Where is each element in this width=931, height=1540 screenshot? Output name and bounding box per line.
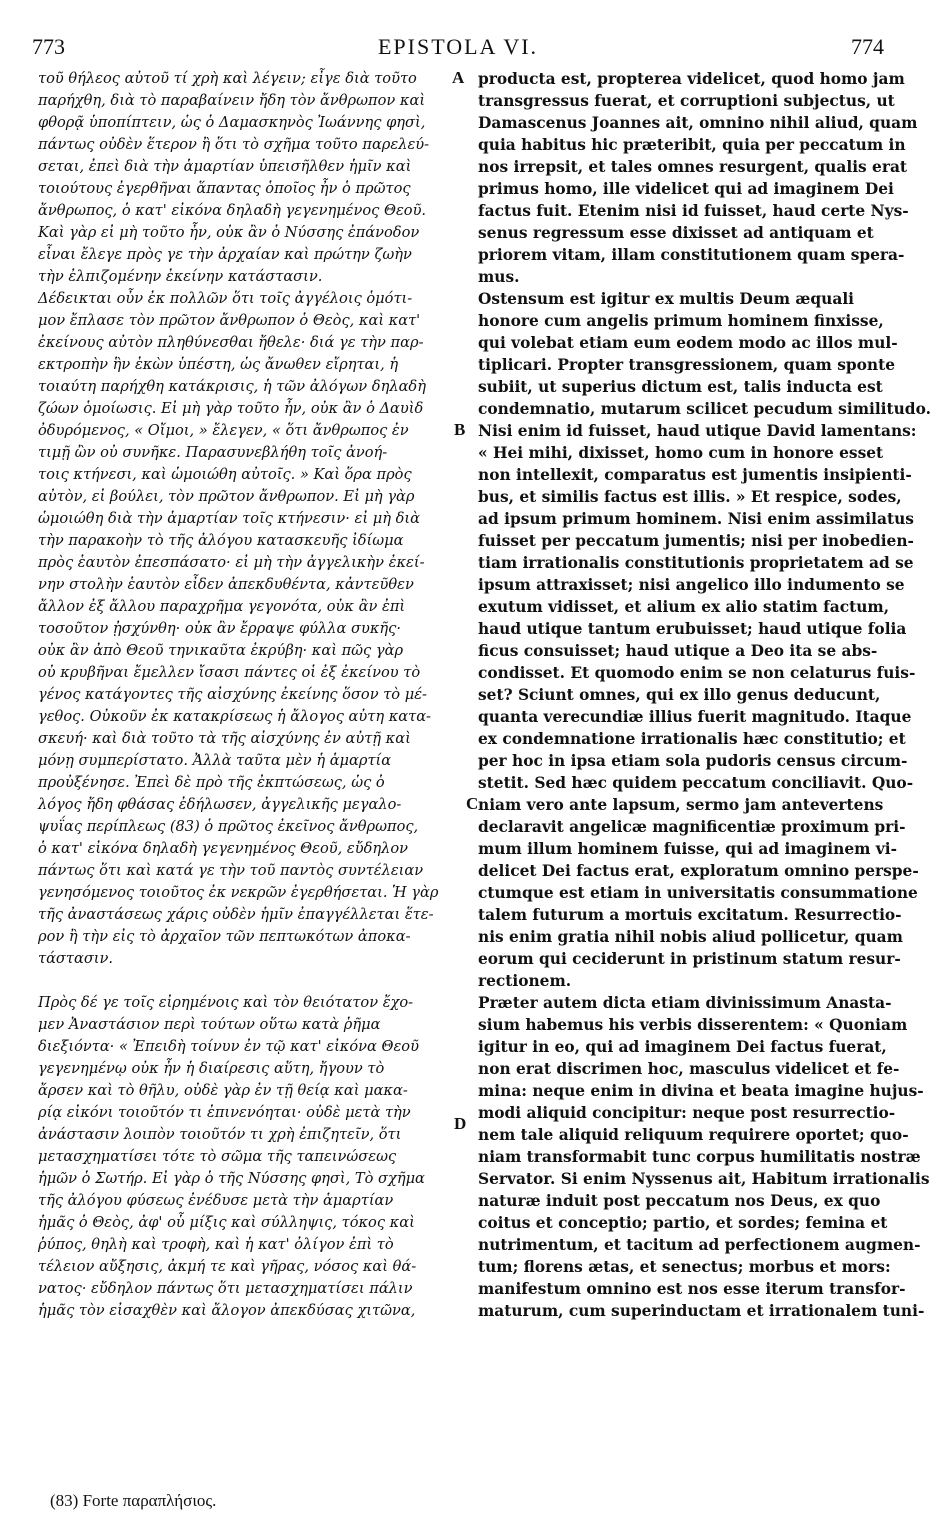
greek-text-line: διεξιόντα· « Ἐπειδὴ τοίνυν ἐν τῷ κατ' εἰκόνα Θεοῦ — [38, 1038, 419, 1055]
greek-text-line: ἀνάστασιν λοιπὸν τοιοῦτόν τι χρὴ ἐπιζητεῖν, ὅτι — [38, 1126, 402, 1143]
latin-text-line: tiam irrationalis constitutionis proprietatem ad se — [478, 554, 914, 572]
latin-text-line: ficus consuisset; haud utique a Deo ita se abs- — [478, 642, 878, 660]
greek-text-line: οὐκ ἂν ἀπὸ Θεοῦ τηνικαῦτα ἐκρύβη· καὶ πῶς γὰρ — [38, 642, 404, 659]
greek-text-line: ἄνθρωπος, ὁ κατ' εἰκόνα δηλαδὴ γεγενημένος Θεοῦ. — [38, 202, 427, 219]
latin-text-line: igitur in eo, qui ad imaginem Dei factus fuerat, — [478, 1038, 887, 1056]
latin-text-line: modi aliquid concipitur: neque post resurrectio- — [478, 1104, 896, 1122]
latin-text-line: niam transformabit tunc corpus humilitatis nostræ — [478, 1148, 921, 1166]
latin-text-line: talem futurum a mortuis excitatum. Resurrectio- — [478, 906, 902, 924]
greek-text-line — [38, 970, 458, 992]
latin-text-line: set? Sciunt omnes, qui ex illo genus deducunt, — [478, 686, 881, 704]
greek-text-line: πρὸς ἑαυτὸν ἐπεσπάσατο· εἰ μὴ τὴν ἀγγελικὴν ἐκεί- — [38, 554, 425, 571]
greek-text-line: τῆς ἀλόγου φύσεως ἐνέδυσε μετὰ τὴν ἁμαρτίαν — [38, 1192, 394, 1209]
greek-text-line: ῥύπος, θηλὴ καὶ τροφὴ, καὶ ἡ κατ' ὀλίγον ἐπὶ τὸ — [38, 1236, 394, 1253]
greek-text-line: ζώων ὁμοίωσις. Εἰ μὴ γὰρ τοῦτο ἦν, οὐκ ἂν ὁ Δαυὶδ — [38, 400, 424, 417]
latin-text-line: quanta verecundiæ illius fuerit magnitudo. Itaque — [478, 708, 912, 726]
latin-text-line: nos irrepsit, et tales omnes resurgent, qualis erat — [478, 158, 908, 176]
latin-text-line: nutrimentum, et tacitum ad perfectionem augmen- — [478, 1236, 921, 1254]
greek-text-line: οὐ κρυβῆναι ἔμελλεν ἴσασι πάντες οἱ ἐξ ἐκείνου τὸ — [38, 664, 421, 681]
greek-text-line: παρήχθη, διὰ τὸ παραβαίνειν ἤδη τὸν ἄνθρωπον καὶ — [38, 92, 426, 109]
latin-text-line: nem tale aliquid reliquum requirere oportet; quo- — [478, 1126, 909, 1144]
latin-text-line: nis enim gratia nihil nobis aliud pollicetur, quam — [478, 928, 903, 946]
latin-text-line: producta est, propterea videlicet, quod homo jam — [478, 70, 905, 88]
greek-text-line: πάντως ὅτι καὶ κατά γε τὴν τοῦ παντὸς συντέλειαν — [38, 862, 424, 879]
latin-text-line: honore cum angelis primum hominem finxisse, — [478, 312, 884, 330]
greek-text-line: ρον ἢ τὴν εἰς τὸ ἀρχαῖον τῶν πεπτωκότων ἀποκα- — [38, 928, 411, 945]
latin-text-line: declaravit angelicæ magnificentiæ proximum pri- — [478, 818, 906, 836]
latin-text-line: primus homo, ille videlicet qui ad imaginem Dei — [478, 180, 894, 198]
greek-text-line: μον ἔπλασε τὸν πρῶτον ἄνθρωπον ὁ Θεὸς, καὶ κατ' — [38, 312, 421, 329]
greek-text-line: τοιαύτη παρήχθη κατάκρισις, ἡ τῶν ἀλόγων δηλαδὴ — [38, 378, 426, 395]
greek-text-line: εκτροπὴν ἣν ἑκὼν ὑπέστη, ὡς ἄνωθεν εἴρηται, ἡ — [38, 356, 399, 373]
greek-text-line: ψυΐας περίπλεως (83) ὁ πρῶτος ἐκεῖνος ἄνθρωπος, — [38, 818, 419, 835]
latin-text-line: Servator. Si enim Nyssenus ait, Habitum irrationalis — [478, 1170, 930, 1188]
greek-text-line: Καὶ γὰρ εἰ μὴ τοῦτο ἦν, οὐκ ἂν ὁ Νύσσης ἐπάνοδον — [38, 224, 420, 241]
latin-text-line: bus, et similis factus est illis. » Et respice, sodes, — [478, 488, 902, 506]
greek-text-line: εἶναι ἔλεγε πρὸς γε τὴν ἀρχαίαν καὶ πρώτην ζωὴν — [38, 246, 412, 263]
margin-letter-b: B — [454, 420, 466, 439]
greek-text-line: σεται, ἐπεὶ διὰ τὴν ἁμαρτίαν ὑπεισῆλθεν ἡμῖν καὶ — [38, 158, 412, 175]
greek-text-line: τῆς ἀναστάσεως χάρις οὐδὲν ἡμῖν ἐπαγγέλλεται ἕτε- — [38, 906, 434, 923]
latin-text-line: mum illum hominem fuisse, qui ad imaginem vi- — [478, 840, 897, 858]
latin-text-line: tum; florens ætas, et senectus; morbus et mors: — [478, 1258, 891, 1276]
greek-text-line: ἡμῶν ὁ Σωτήρ. Εἰ γὰρ ὁ τῆς Νύσσης φησὶ, Τὸ σχῆμα — [38, 1170, 425, 1187]
latin-text-line: ad ipsum primum hominem. Nisi enim assimilatus — [478, 510, 914, 528]
latin-text-line: maturum, cum superinductam et irrationalem tuni- — [478, 1302, 925, 1320]
latin-text-line: factus fuit. Etenim nisi id fuisset, haud certe Nys- — [478, 202, 909, 220]
greek-text-line: αὐτὸν, εἰ βούλει, τὸν πρῶτον ἄνθρωπον. Εἰ μὴ γὰρ — [38, 488, 415, 505]
latin-text-line: condemnatio, mutarum scilicet pecudum similitudo. — [478, 400, 931, 418]
latin-text-line: per hoc in ipsa etiam sola pudoris census circum- — [478, 752, 908, 770]
latin-text-line: Ostensum est igitur ex multis Deum æquali — [478, 290, 855, 308]
margin-letter-c: C — [466, 794, 479, 813]
latin-text-line: non intellexit, comparatus est jumentis insipienti- — [478, 466, 912, 484]
greek-text-line: γένος κατάγοντες τῆς αἰσχύνης ἐκείνης ὅσον τὸ μέ- — [38, 686, 427, 703]
latin-text-line: ipsum attraxisset; nisi angelico illo indumento se — [478, 576, 905, 594]
greek-text-line: τέλειον αὔξησις, ἀκμή τε καὶ γῆρας, νόσος καὶ θά- — [38, 1258, 417, 1275]
latin-text-line: Præter autem dicta etiam divinissimum Anasta- — [478, 994, 892, 1012]
greek-text-line: πάντως οὐδὲν ἕτερον ἢ ὅτι τὸ σχῆμα τοῦτο παρελεύ- — [38, 136, 430, 153]
latin-text-line: « Hei mihi, dixisset, homo cum in honore esset — [478, 444, 884, 462]
greek-column — [38, 68, 458, 1322]
latin-text-line: transgressus fuerat, et corruptioni subjectus, ut — [478, 92, 895, 110]
latin-text-line: eorum qui ceciderunt in pristinum statum resur- — [478, 950, 901, 968]
page-header — [32, 34, 884, 64]
greek-text-line: γεγενημένῳ οὐκ ἦν ἡ διαίρεσις αὕτη, ἤγουν τὸ — [38, 1060, 385, 1077]
latin-text-line: haud utique tantum erubuisset; haud utique folia — [478, 620, 907, 638]
greek-text-line: ἐκείνους αὐτὸν πληθύνεσθαι ἤθελε· διά γε τὴν παρ- — [38, 334, 424, 351]
greek-text-line: ἡμᾶς ὁ Θεὸς, ἀφ' οὗ μίξις καὶ σύλληψις, τόκος καὶ — [38, 1214, 415, 1231]
greek-text-line: τοσοῦτον ᾐσχύνθη· οὐκ ἂν ἔρραψε φύλλα συκῆς· — [38, 620, 401, 637]
latin-text-line: qui volebat etiam eum eodem modo ac illos mul- — [478, 334, 898, 352]
latin-text-line: manifestum omnino est nos esse iterum transfor- — [478, 1280, 906, 1298]
greek-text-line: γενησόμενος τοιοῦτος ἐκ νεκρῶν ἐγερθήσεται. Ἡ γὰρ — [38, 884, 439, 901]
greek-text-line: ρίᾳ εἰκόνι τοιοῦτόν τι ἐπινενόηται· οὐδὲ μετὰ τὴν — [38, 1104, 411, 1121]
greek-text-line: ἡμᾶς τὸν εἰσαχθὲν καὶ ἄλογον ἀπεκδύσας χιτῶνα, — [38, 1302, 416, 1319]
latin-text-line: priorem vitam, illam constitutionem quam spera- — [478, 246, 905, 264]
latin-text-line: ctumque est etiam in universitatis consummatione — [478, 884, 918, 902]
greek-text-line: ἄρσεν καὶ τὸ θῆλυ, οὐδὲ γὰρ ἐν τῇ θείᾳ καὶ μακα- — [38, 1082, 408, 1099]
greek-text-line: τιμῇ ὢν οὐ συνῆκε. Παρασυνεβλήθη τοῖς ἀνοή- — [38, 444, 388, 461]
running-title: EPISTOLA VI. — [377, 34, 539, 59]
greek-text-line: τάστασιν. — [38, 950, 114, 967]
greek-text-line: ἄλλον ἐξ ἄλλου παραχρῆμα γεγονότα, οὐκ ἂν ἐπὶ — [38, 598, 406, 615]
greek-text-line: Πρὸς δέ γε τοῖς εἰρημένοις καὶ τὸν θειότατον ἔχο- — [38, 994, 414, 1011]
greek-text-line: προὐξένησε. Ἐπεὶ δὲ πρὸ τῆς ἐκπτώσεως, ὡς ὁ — [38, 774, 385, 791]
greek-text-line: ὁ κατ' εἰκόνα δηλαδὴ γεγενημένος Θεοῦ, εὔδηλον — [38, 840, 409, 857]
greek-text-line: τὴν παρακοὴν τὸ τῆς ἀλόγου κατασκευῆς ἰδίωμα — [38, 532, 404, 549]
latin-text-line: mina: neque enim in divina et beata imagine hujus- — [478, 1082, 924, 1100]
latin-text-line: delicet Dei factus erat, exploratum omnino perspe- — [478, 862, 919, 880]
latin-text-line: subiit, ut superius dictum est, talis inducta est — [478, 378, 883, 396]
page-number-left: 773 — [32, 34, 65, 59]
latin-text-line: non erat discrimen hoc, masculus videlicet et fe- — [478, 1060, 900, 1078]
latin-text-line: naturæ induit post peccatum nos Deus, ex quo — [478, 1192, 881, 1210]
greek-text-line: τοιούτους ἐγερθῆναι ἅπαντας ὁποῖος ἦν ὁ πρῶτος — [38, 180, 411, 197]
greek-text-line: φθορᾷ ὑποπίπτειν, ὡς ὁ Δαμασκηνὸς Ἰωάννης φησὶ, — [38, 114, 426, 131]
greek-text-line: μετασχηματίσει τότε τὸ σῶμα τῆς ταπεινώσεως — [38, 1148, 397, 1165]
latin-text-line: coitus et conceptio; partio, et sordes; femina et — [478, 1214, 888, 1232]
latin-column — [478, 68, 931, 1322]
greek-text-line: Δέδεικται οὖν ἐκ πολλῶν ὅτι τοῖς ἀγγέλοις ὁμότι- — [38, 290, 413, 307]
latin-text-line: stetit. Sed hæc quidem peccatum conciliavit. Quo- — [478, 774, 914, 792]
page-number-right: 774 — [851, 34, 884, 59]
greek-text-line: ὀδυρόμενος, « Οἴμοι, » ἔλεγεν, « ὅτι ἄνθρωπος ἐν — [38, 422, 409, 439]
latin-text-line: sium habemus his verbis disserentem: « Quoniam — [478, 1016, 908, 1034]
latin-text-line: ex condemnatione irrationalis hæc constitutio; et — [478, 730, 906, 748]
greek-text-line: νατος· εὔδηλον πάντως ὅτι μετασχηματίσει πάλιν — [38, 1280, 413, 1297]
latin-text-line: tiplicari. Propter transgressionem, quam sponte — [478, 356, 895, 374]
greek-text-line: τοις κτήνεσι, καὶ ὡμοιώθη αὐτοῖς. » Καὶ ὅρα πρὸς — [38, 466, 412, 483]
greek-text-line: νην στολὴν ἑαυτὸν εἶδεν ἀπεκδυθέντα, κἀντεῦθεν — [38, 576, 414, 593]
latin-text-line: mus. — [478, 268, 520, 286]
footnote: (83) Forte παραπλήσιος. — [50, 1491, 217, 1510]
greek-text-line: τοῦ θήλεος αὐτοῦ τί χρὴ καὶ λέγειν; εἶγε διὰ τοῦτο — [38, 70, 417, 87]
latin-text-line: quia habitus hic præteribit, quia per peccatum in — [478, 136, 906, 154]
greek-text-line: μόνῃ συμπερίστατο. Ἀλλὰ ταῦτα μὲν ἡ ἁμαρτία — [38, 752, 392, 769]
margin-letter-a: A — [452, 68, 465, 87]
latin-text-line: Nisi enim id fuisset, haud utique David lamentans: — [478, 422, 917, 440]
latin-text-line: Damascenus Joannes ait, omnino nihil aliud, quam — [478, 114, 918, 132]
greek-text-line: μεν Ἀναστάσιον περὶ τούτων οὕτω κατὰ ῥῆμα — [38, 1016, 381, 1033]
latin-text-line: senus regressum esse dixisset ad antiquam et — [478, 224, 874, 242]
latin-text-line: condisset. Et quomodo enim se non celaturus fuis- — [478, 664, 916, 682]
greek-text-line: ὡμοιώθη διὰ τὴν ἁμαρτίαν τοῖς κτήνεσιν· εἰ μὴ διὰ — [38, 510, 420, 527]
latin-text-line: rectionem. — [478, 972, 572, 990]
latin-text-line: exutum vidisset, et alium ex alio statim factum, — [478, 598, 890, 616]
greek-text-line: λόγος ἤδη φθάσας ἐδήλωσεν, ἀγγελικῆς μεγαλο- — [38, 796, 402, 813]
margin-letter-d: D — [454, 1114, 467, 1133]
latin-text-line: fuisset per peccatum jumentis; nisi per inobedien- — [478, 532, 914, 550]
latin-text-line: niam vero ante lapsum, sermo jam antevertens — [478, 796, 884, 814]
greek-text-line: γεθος. Οὐκοῦν ἐκ κατακρίσεως ἡ ἄλογος αὐτη κατα- — [38, 708, 431, 725]
greek-text-line: σκευή· καὶ διὰ τοῦτο τὰ τῆς αἰσχύνης ἐν αὐτῇ καὶ — [38, 730, 411, 747]
greek-text-line: τὴν ἐλπιζομένην ἐκείνην κατάστασιν. — [38, 268, 323, 285]
